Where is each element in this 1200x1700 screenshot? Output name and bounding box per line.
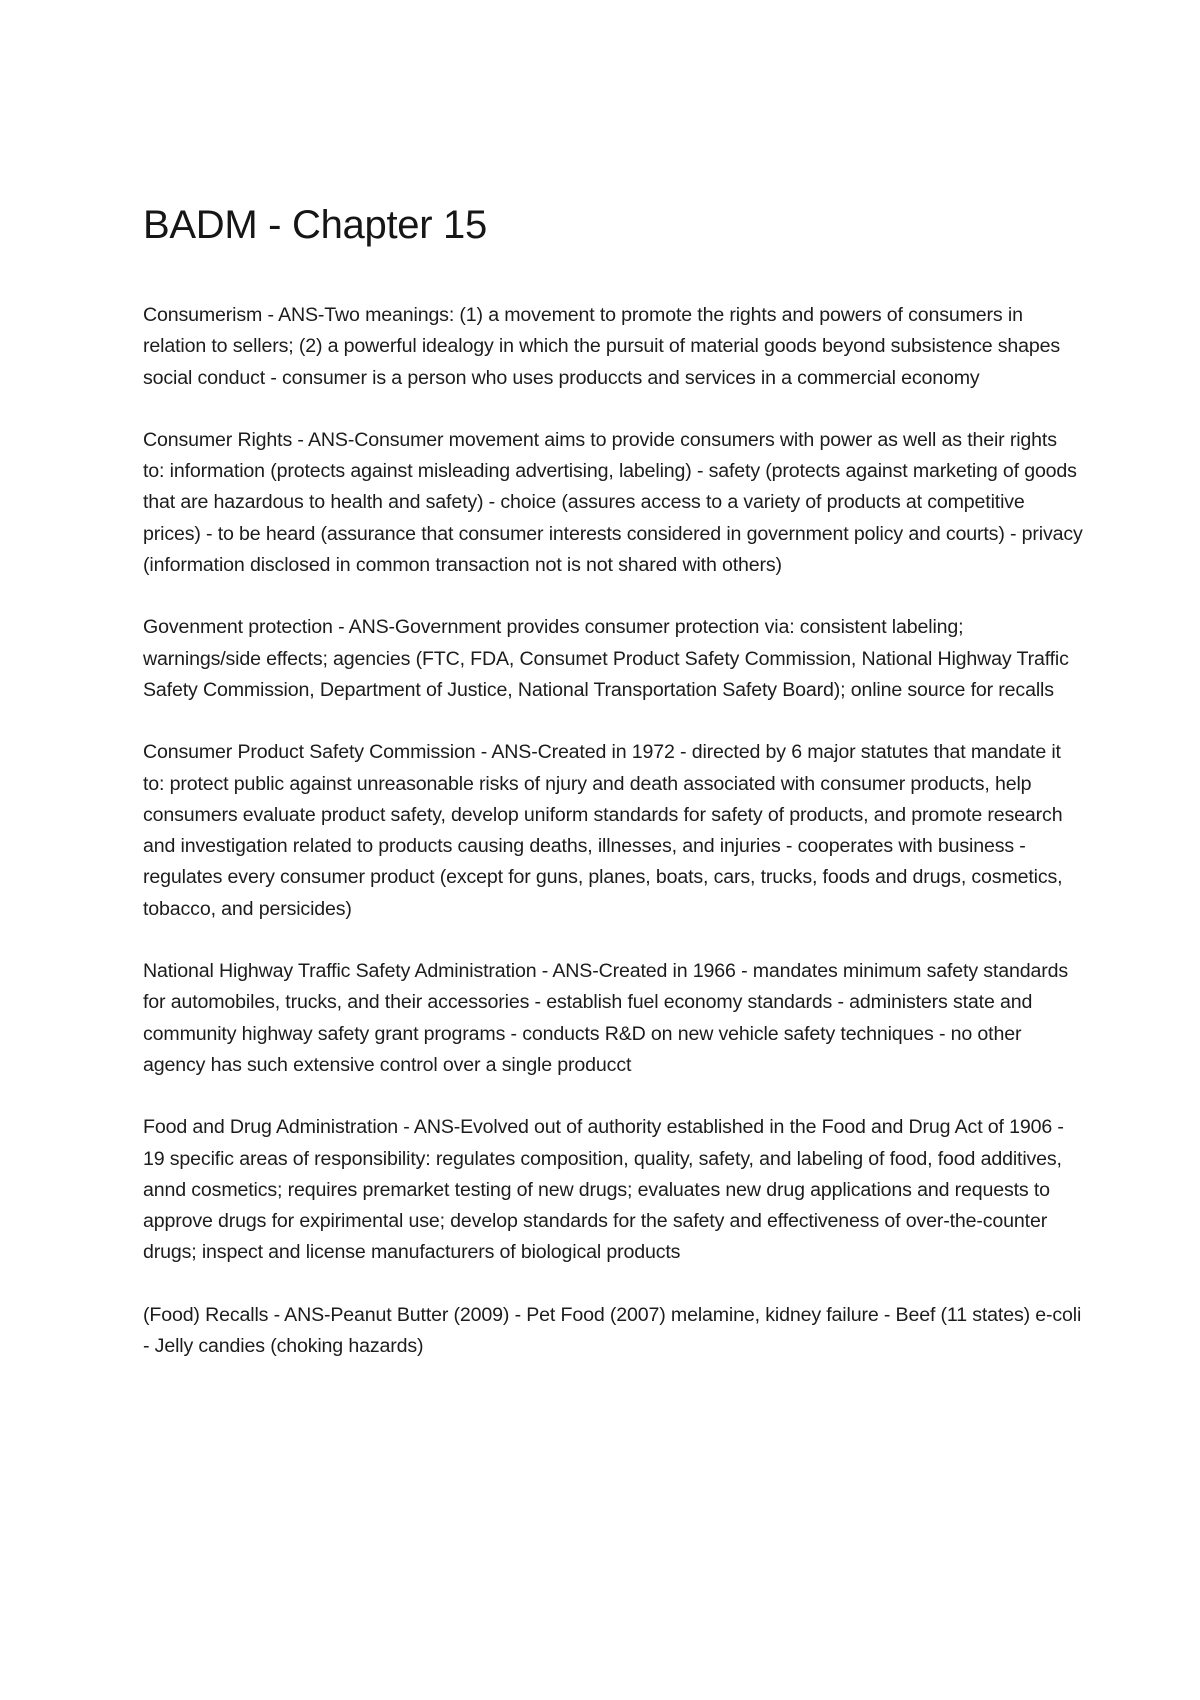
entry-list	[143, 300, 1083, 1362]
entry-government-protection: Govenment protection - ANS-Government provides consumer protection via: consistent labeling; warnings/side effects; agencies (FTC, FDA, Consumet Product Safety Commission, National Highway Traffic Safety Commission, Department of Justice, National Transportation Safety Board); online source for recalls	[143, 616, 1069, 701]
entry-food-recalls: (Food) Recalls - ANS-Peanut Butter (2009) - Pet Food (2007) melamine, kidney failure - Beef (11 states) e-coli - Jelly candies (choking hazards)	[143, 1303, 1082, 1358]
entry-consumerism: Consumerism - ANS-Two meanings: (1) a movement to promote the rights and powers of consumers in relation to sellers; (2) a powerful idealogy in which the pursuit of material goods beyond subsistence shapes social conduct - consumer is a person who uses produccts and services in a commercial economy	[143, 304, 1061, 389]
document-page	[143, 200, 1083, 1393]
page-title: BADM - Chapter 15	[143, 203, 487, 247]
entry-nhtsa: National Highway Traffic Safety Administration - ANS-Created in 1966 - mandates minimum safety standards for automobiles, trucks, and their accessories - establish fuel economy standards - administers state and community highway safety grant programs - conducts R&D on new vehicle safety techniques - no other agency has such extensive control over a single producct	[143, 960, 1068, 1076]
entry-consumer-rights: Consumer Rights - ANS-Consumer movement aims to provide consumers with power as well as their rights to: information (protects against misleading advertising, labeling) - safety (protects against marketing of goods that are hazardous to health and safety) - choice (assures access to a variety of products at competitive prices) - to be heard (assurance that consumer interests considered in government policy and courts) - privacy (information disclosed in common transaction not is not shared with others)	[143, 428, 1083, 577]
entry-food-and-drug-administration: Food and Drug Administration - ANS-Evolved out of authority established in the Food and Drug Act of 1906 - 19 specific areas of responsibility: regulates composition, quality, safety, and labeling of food, food additives, annd cosmetics; requires premarket testing of new drugs; evaluates new drug applications and requests to approve drugs for expirimental use; develop standards for the safety and effectiveness of over-the-counter drugs; inspect and license manufacturers of biological products	[143, 1116, 1064, 1264]
entry-consumer-product-safety-commission: Consumer Product Safety Commission - ANS-Created in 1972 - directed by 6 major statutes that mandate it to: protect public against unreasonable risks of njury and death associated with consumer products, help consumers evaluate product safety, develop uniform standards for safety of products, and promote research and investigation related to products causing deaths, illnesses, and injuries - cooperates with business - regulates every consumer product (except for guns, planes, boats, cars, trucks, foods and drugs, cosmetics, tobacco, and persicides)	[143, 741, 1063, 920]
